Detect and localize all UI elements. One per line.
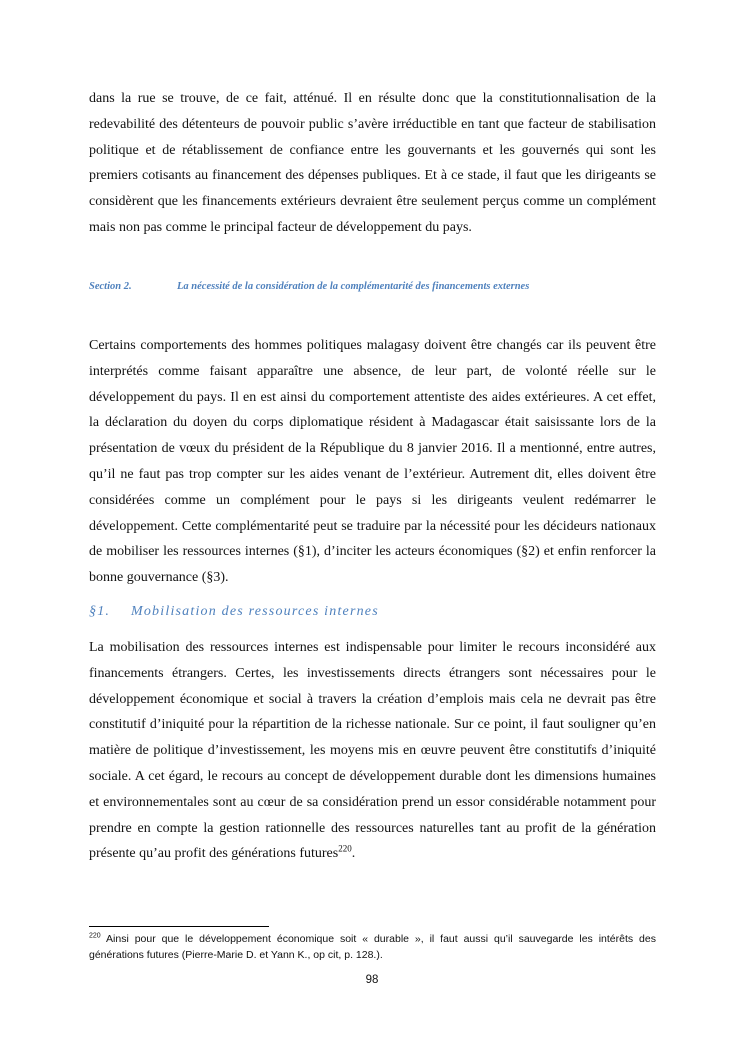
footnote-number: 220 [89,932,101,940]
section-heading [89,281,529,292]
page-number: 98 [365,974,379,986]
paragraph-3 [89,635,656,867]
paragraph-3-end: . [351,846,356,862]
paragraph-3-text: La mobilisation des ressources internes est indispensable pour limiter le recours inconsidéré aux financements étrangers. Certes, les investissements directs étrangers sont nécessaires pour le développement économique et social à travers la création d’emplois mais cela ne devrait pas être constitutif d’iniquité pour la répartition de la richesse nationale. Sur ce point, il faut souligner qu’en matière de politique d’investissement, les moyens mis en œuvre peuvent être constitutifs d’iniquité sociale. A cet égard, le recours au concept de développement durable dont les dimensions humaines et environnementales sont au cœur de sa considération prend un essor considérable notamment pour prendre en compte la gestion rationnelle des ressources naturelles tant au profit de la génération présente qu’au profit des générations futures [89,640,656,862]
paragraph-2: Certains comportements des hommes politiques malagasy doivent être changés car ils peuvent être interprétés comme faisant apparaître une absence, de leur part, de volonté réelle sur le développement du pays. Il en est ainsi du comportement attentiste des aides extérieures. A cet effet, la déclaration du doyen du corps diplomatique résident à Madagascar était saisissante lors de la présentation de vœux du président de la République du 8 janvier 2016. Il a mentionné, entre autres, qu’il ne faut pas trop compter sur les aides venant de l’extérieur. Autrement dit, elles doivent être considérées comme un complément pour le pays si les dirigeants veulent redémarrer le développement. Cette complémentarité peut se traduire par la nécessité pour les décideurs nationaux de mobiliser les ressources internes (§1), d’inciter les acteurs économiques (§2) et enfin renforcer la bonne gouvernance (§3). [89,338,656,586]
footnote-text: Ainsi pour que le développement économique soit « durable », il faut aussi qu’il sauvegarde les intérêts des générations futures (Pierre-Marie D. et Yann K., op cit, p. 128.). [89,933,656,961]
section-number: Section 2. [89,281,132,292]
subsection-heading [89,604,379,620]
subsection-title: Mobilisation des ressources internes [131,604,379,619]
section-title: La nécessité de la considération de la complémentarité des financements externes [177,281,530,292]
footnote-separator [89,926,269,927]
footnote-reference[interactable]: 220 [338,843,352,854]
footnote [89,932,656,963]
paragraph-1: dans la rue se trouve, de ce fait, atténué. Il en résulte donc que la constitutionnalisation de la redevabilité des détenteurs de pouvoir public s’avère irréductible en tant que facteur de stabilisation politique et de rétablissement de confiance entre les gouvernants et les gouvernés qui sont les premiers cotisants au financement des dépenses publiques. Et à ce stade, il faut que les dirigeants se considèrent que les financements extérieurs devraient être seulement perçus comme un complément mais non pas comme le principal facteur de développement du pays. [89,91,656,235]
subsection-number: §1. [89,604,111,619]
